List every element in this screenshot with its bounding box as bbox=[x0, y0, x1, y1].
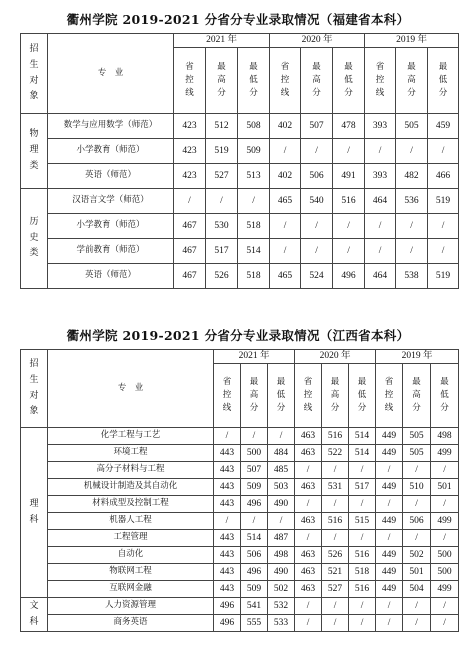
score-cell: / bbox=[376, 462, 403, 479]
header-year-2020: 2020 年 bbox=[270, 34, 365, 48]
header-sub: 最低分 bbox=[431, 364, 459, 428]
score-cell: / bbox=[403, 598, 431, 615]
score-cell: 500 bbox=[431, 547, 459, 564]
header-group-cell: 招生对象 bbox=[21, 34, 48, 114]
score-cell: 423 bbox=[174, 139, 206, 164]
table-row bbox=[21, 564, 459, 581]
fujian-admission-table bbox=[20, 33, 459, 289]
score-cell: / bbox=[403, 496, 431, 513]
major-cell: 环境工程 bbox=[48, 445, 214, 462]
score-cell: 393 bbox=[365, 164, 396, 189]
table-row bbox=[21, 513, 459, 530]
score-cell: / bbox=[349, 496, 376, 513]
header-sub: 最低分 bbox=[238, 48, 270, 114]
score-cell: 501 bbox=[431, 479, 459, 496]
score-cell: 532 bbox=[268, 598, 295, 615]
score-cell: 443 bbox=[214, 462, 241, 479]
group-cell: 历史类 bbox=[21, 189, 48, 289]
score-cell: / bbox=[349, 530, 376, 547]
score-cell: 463 bbox=[295, 479, 322, 496]
header-sub: 最高分 bbox=[206, 48, 238, 114]
score-cell: / bbox=[241, 428, 268, 445]
score-cell: 499 bbox=[431, 513, 459, 530]
score-cell: / bbox=[431, 496, 459, 513]
score-cell: 498 bbox=[431, 428, 459, 445]
score-cell: 443 bbox=[214, 496, 241, 513]
score-cell: 449 bbox=[376, 445, 403, 462]
score-cell: 496 bbox=[241, 564, 268, 581]
score-cell: 526 bbox=[206, 264, 238, 289]
score-cell: / bbox=[333, 239, 365, 264]
score-cell: / bbox=[403, 530, 431, 547]
score-cell: 467 bbox=[174, 264, 206, 289]
score-cell: / bbox=[295, 615, 322, 632]
score-cell: 423 bbox=[174, 164, 206, 189]
score-cell: 531 bbox=[322, 479, 349, 496]
score-cell: 443 bbox=[214, 547, 241, 564]
table-row bbox=[21, 530, 459, 547]
score-cell: / bbox=[322, 530, 349, 547]
score-cell: / bbox=[431, 530, 459, 547]
major-cell: 工程管理 bbox=[48, 530, 214, 547]
score-cell: 509 bbox=[241, 479, 268, 496]
table-row bbox=[21, 615, 459, 632]
major-cell: 物联网工程 bbox=[48, 564, 214, 581]
score-cell: 501 bbox=[403, 564, 431, 581]
score-cell: 449 bbox=[376, 564, 403, 581]
header-sub: 最低分 bbox=[349, 364, 376, 428]
score-cell: / bbox=[206, 189, 238, 214]
major-cell: 小学教育（师范） bbox=[48, 139, 174, 164]
score-cell: / bbox=[428, 214, 459, 239]
score-cell: 505 bbox=[403, 445, 431, 462]
score-cell: / bbox=[301, 214, 333, 239]
score-cell: 514 bbox=[349, 445, 376, 462]
score-cell: / bbox=[431, 462, 459, 479]
score-cell: 514 bbox=[349, 428, 376, 445]
score-cell: 519 bbox=[206, 139, 238, 164]
score-cell: 482 bbox=[396, 164, 428, 189]
score-cell: / bbox=[295, 530, 322, 547]
score-cell: / bbox=[322, 462, 349, 479]
score-cell: 443 bbox=[214, 581, 241, 598]
score-cell: / bbox=[349, 598, 376, 615]
score-cell: 496 bbox=[241, 496, 268, 513]
score-cell: / bbox=[241, 513, 268, 530]
table-row bbox=[21, 114, 459, 139]
header-sub: 省控线 bbox=[270, 48, 301, 114]
major-cell: 机器人工程 bbox=[48, 513, 214, 530]
header-sub: 最高分 bbox=[322, 364, 349, 428]
table-row bbox=[21, 428, 459, 445]
table-row bbox=[21, 264, 459, 289]
score-cell: 512 bbox=[206, 114, 238, 139]
score-cell: 443 bbox=[214, 479, 241, 496]
score-cell: 527 bbox=[206, 164, 238, 189]
score-cell: 463 bbox=[295, 445, 322, 462]
score-cell: 464 bbox=[365, 264, 396, 289]
score-cell: / bbox=[376, 530, 403, 547]
score-cell: 465 bbox=[270, 264, 301, 289]
group-cell: 理科 bbox=[21, 428, 48, 598]
header-sub: 省控线 bbox=[295, 364, 322, 428]
score-cell: 499 bbox=[431, 581, 459, 598]
score-cell: 496 bbox=[214, 598, 241, 615]
table-row bbox=[21, 462, 459, 479]
score-cell: / bbox=[268, 428, 295, 445]
score-cell: 496 bbox=[333, 264, 365, 289]
score-cell: 508 bbox=[238, 114, 270, 139]
score-cell: 516 bbox=[322, 513, 349, 530]
score-cell: 506 bbox=[241, 547, 268, 564]
header-sub: 省控线 bbox=[365, 48, 396, 114]
score-cell: 505 bbox=[396, 114, 428, 139]
score-cell: 490 bbox=[268, 496, 295, 513]
table1-body bbox=[21, 114, 459, 289]
score-cell: 505 bbox=[403, 428, 431, 445]
major-cell: 数学与应用数学（师范） bbox=[48, 114, 174, 139]
score-cell: 443 bbox=[214, 564, 241, 581]
score-cell: 423 bbox=[174, 114, 206, 139]
score-cell: 459 bbox=[428, 114, 459, 139]
header-sub: 最高分 bbox=[403, 364, 431, 428]
score-cell: 527 bbox=[322, 581, 349, 598]
major-cell: 学前教育（师范） bbox=[48, 239, 174, 264]
score-cell: / bbox=[365, 139, 396, 164]
score-cell: / bbox=[270, 214, 301, 239]
header-year-2021: 2021 年 bbox=[214, 350, 295, 364]
major-cell: 机械设计制造及其自动化 bbox=[48, 479, 214, 496]
score-cell: 491 bbox=[333, 164, 365, 189]
score-cell: 524 bbox=[301, 264, 333, 289]
score-cell: 513 bbox=[238, 164, 270, 189]
score-cell: 506 bbox=[301, 164, 333, 189]
score-cell: 467 bbox=[174, 214, 206, 239]
score-cell: 502 bbox=[268, 581, 295, 598]
score-cell: / bbox=[295, 598, 322, 615]
score-cell: / bbox=[396, 139, 428, 164]
score-cell: / bbox=[270, 139, 301, 164]
table-row bbox=[21, 479, 459, 496]
table-row bbox=[21, 547, 459, 564]
score-cell: 449 bbox=[376, 513, 403, 530]
group-cell: 文科 bbox=[21, 598, 48, 632]
score-cell: 516 bbox=[349, 547, 376, 564]
score-cell: / bbox=[214, 513, 241, 530]
score-cell: 516 bbox=[333, 189, 365, 214]
score-cell: / bbox=[174, 189, 206, 214]
table-row bbox=[21, 239, 459, 264]
score-cell: / bbox=[376, 598, 403, 615]
score-cell: 514 bbox=[241, 530, 268, 547]
header-major-cell: 专 业 bbox=[48, 34, 174, 114]
header-sub: 最低分 bbox=[428, 48, 459, 114]
table1-title: 衢州学院 2019-2021 分省分专业录取情况（福建省本科） bbox=[66, 12, 410, 27]
score-cell: 500 bbox=[431, 564, 459, 581]
score-cell: / bbox=[431, 598, 459, 615]
score-cell: 465 bbox=[270, 189, 301, 214]
score-cell: 516 bbox=[349, 581, 376, 598]
score-cell: 521 bbox=[322, 564, 349, 581]
score-cell: / bbox=[214, 428, 241, 445]
major-cell: 人力资源管理 bbox=[48, 598, 214, 615]
score-cell: / bbox=[270, 239, 301, 264]
score-cell: 519 bbox=[428, 189, 459, 214]
score-cell: / bbox=[238, 189, 270, 214]
header-sub: 省控线 bbox=[214, 364, 241, 428]
table-row bbox=[21, 581, 459, 598]
score-cell: / bbox=[428, 239, 459, 264]
group-cell: 物理类 bbox=[21, 114, 48, 189]
score-cell: 504 bbox=[403, 581, 431, 598]
major-cell: 化学工程与工艺 bbox=[48, 428, 214, 445]
score-cell: / bbox=[396, 239, 428, 264]
score-cell: 402 bbox=[270, 114, 301, 139]
table-row bbox=[21, 139, 459, 164]
major-cell: 商务英语 bbox=[48, 615, 214, 632]
score-cell: / bbox=[365, 214, 396, 239]
score-cell: 402 bbox=[270, 164, 301, 189]
header-sub: 最高分 bbox=[396, 48, 428, 114]
score-cell: 443 bbox=[214, 445, 241, 462]
header-major-cell: 专 业 bbox=[48, 350, 214, 428]
table2-body bbox=[21, 428, 459, 632]
score-cell: 517 bbox=[349, 479, 376, 496]
score-cell: / bbox=[431, 615, 459, 632]
score-cell: 517 bbox=[206, 239, 238, 264]
score-cell: / bbox=[349, 462, 376, 479]
score-cell: / bbox=[295, 496, 322, 513]
score-cell: 498 bbox=[268, 547, 295, 564]
score-cell: 449 bbox=[376, 479, 403, 496]
score-cell: / bbox=[365, 239, 396, 264]
table-row bbox=[21, 214, 459, 239]
score-cell: 507 bbox=[301, 114, 333, 139]
score-cell: 526 bbox=[322, 547, 349, 564]
score-cell: / bbox=[333, 214, 365, 239]
score-cell: 516 bbox=[322, 428, 349, 445]
score-cell: 467 bbox=[174, 239, 206, 264]
score-cell: 530 bbox=[206, 214, 238, 239]
header-sub: 最低分 bbox=[333, 48, 365, 114]
major-cell: 汉语言文学（师范） bbox=[48, 189, 174, 214]
score-cell: 500 bbox=[241, 445, 268, 462]
score-cell: / bbox=[301, 139, 333, 164]
score-cell: 499 bbox=[431, 445, 459, 462]
score-cell: 484 bbox=[268, 445, 295, 462]
header-year-2019: 2019 年 bbox=[365, 34, 459, 48]
score-cell: / bbox=[322, 598, 349, 615]
score-cell: 449 bbox=[376, 581, 403, 598]
score-cell: 449 bbox=[376, 428, 403, 445]
score-cell: 503 bbox=[268, 479, 295, 496]
table-row bbox=[21, 445, 459, 462]
score-cell: 443 bbox=[214, 530, 241, 547]
major-cell: 英语（师范） bbox=[48, 164, 174, 189]
header-sub: 省控线 bbox=[376, 364, 403, 428]
header-sub: 省控线 bbox=[174, 48, 206, 114]
score-cell: 541 bbox=[241, 598, 268, 615]
score-cell: 509 bbox=[241, 581, 268, 598]
major-cell: 小学教育（师范） bbox=[48, 214, 174, 239]
score-cell: 463 bbox=[295, 428, 322, 445]
header-sub: 最高分 bbox=[241, 364, 268, 428]
score-cell: 485 bbox=[268, 462, 295, 479]
table-row bbox=[21, 164, 459, 189]
score-cell: / bbox=[295, 462, 322, 479]
score-cell: / bbox=[349, 615, 376, 632]
score-cell: / bbox=[428, 139, 459, 164]
header-year-2019: 2019 年 bbox=[376, 350, 459, 364]
score-cell: 518 bbox=[238, 214, 270, 239]
major-cell: 互联网金融 bbox=[48, 581, 214, 598]
header-year-2020: 2020 年 bbox=[295, 350, 376, 364]
header-group-cell: 招生对象 bbox=[21, 350, 48, 428]
score-cell: / bbox=[322, 615, 349, 632]
score-cell: 463 bbox=[295, 513, 322, 530]
score-cell: 514 bbox=[238, 239, 270, 264]
score-cell: / bbox=[301, 239, 333, 264]
score-cell: 533 bbox=[268, 615, 295, 632]
table-row bbox=[21, 496, 459, 513]
score-cell: 496 bbox=[214, 615, 241, 632]
table-row bbox=[21, 598, 459, 615]
score-cell: 490 bbox=[268, 564, 295, 581]
score-cell: 515 bbox=[349, 513, 376, 530]
score-cell: 393 bbox=[365, 114, 396, 139]
score-cell: / bbox=[396, 214, 428, 239]
score-cell: / bbox=[403, 462, 431, 479]
score-cell: 506 bbox=[403, 513, 431, 530]
major-cell: 自动化 bbox=[48, 547, 214, 564]
score-cell: 502 bbox=[403, 547, 431, 564]
score-cell: 463 bbox=[295, 547, 322, 564]
jiangxi-admission-table bbox=[20, 349, 459, 632]
major-cell: 高分子材料与工程 bbox=[48, 462, 214, 479]
score-cell: 463 bbox=[295, 564, 322, 581]
header-year-2021: 2021 年 bbox=[174, 34, 270, 48]
header-sub: 最低分 bbox=[268, 364, 295, 428]
score-cell: / bbox=[376, 615, 403, 632]
score-cell: / bbox=[268, 513, 295, 530]
score-cell: 449 bbox=[376, 547, 403, 564]
score-cell: 478 bbox=[333, 114, 365, 139]
score-cell: 536 bbox=[396, 189, 428, 214]
score-cell: 522 bbox=[322, 445, 349, 462]
major-cell: 英语（师范） bbox=[48, 264, 174, 289]
score-cell: 538 bbox=[396, 264, 428, 289]
score-cell: 464 bbox=[365, 189, 396, 214]
score-cell: 487 bbox=[268, 530, 295, 547]
score-cell: 463 bbox=[295, 581, 322, 598]
score-cell: 540 bbox=[301, 189, 333, 214]
table2-title: 衢州学院 2019-2021 分省分专业录取情况（江西省本科） bbox=[66, 328, 410, 343]
score-cell: 507 bbox=[241, 462, 268, 479]
score-cell: 518 bbox=[238, 264, 270, 289]
score-cell: 518 bbox=[349, 564, 376, 581]
score-cell: 509 bbox=[238, 139, 270, 164]
score-cell: 466 bbox=[428, 164, 459, 189]
score-cell: 510 bbox=[403, 479, 431, 496]
score-cell: / bbox=[376, 496, 403, 513]
table-row bbox=[21, 189, 459, 214]
score-cell: / bbox=[333, 139, 365, 164]
major-cell: 材料成型及控制工程 bbox=[48, 496, 214, 513]
header-sub: 最高分 bbox=[301, 48, 333, 114]
score-cell: / bbox=[403, 615, 431, 632]
score-cell: 519 bbox=[428, 264, 459, 289]
score-cell: / bbox=[322, 496, 349, 513]
score-cell: 555 bbox=[241, 615, 268, 632]
